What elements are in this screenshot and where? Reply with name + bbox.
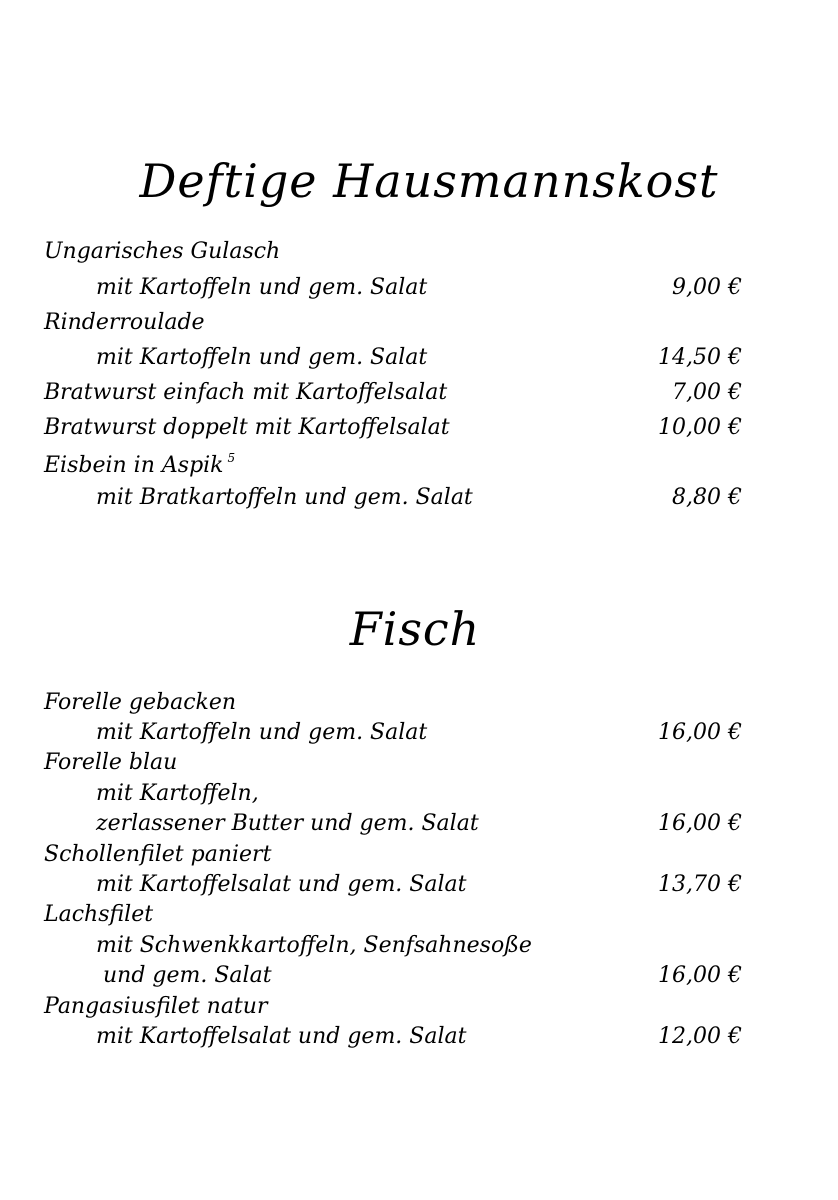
section-title-fisch: Fisch bbox=[349, 602, 481, 656]
dish-price-pangasiusfilet-natur: 12,00 € bbox=[658, 1024, 742, 1049]
dish-name-rinderroulade: Rinderroulade bbox=[44, 310, 205, 335]
dish-name-pangasiusfilet-natur: Pangasiusfilet natur bbox=[44, 994, 268, 1019]
dish-description-forelle-gebacken: mit Kartoffeln und gem. Salat bbox=[96, 720, 428, 745]
dish-price-schollenfilet-paniert: 13,70 € bbox=[658, 872, 742, 897]
dish-price-bratwurst-einfach: 7,00 € bbox=[672, 380, 742, 405]
dish-name-schollenfilet-paniert: Schollenfilet paniert bbox=[44, 842, 272, 867]
dish-price-forelle-blau: 16,00 € bbox=[658, 811, 742, 836]
dish-description-schollenfilet-paniert: mit Kartoffelsalat und gem. Salat bbox=[96, 872, 467, 897]
dish-description-pangasiusfilet-natur: mit Kartoffelsalat und gem. Salat bbox=[96, 1024, 467, 1049]
dish-description-ungarisches-gulasch: mit Kartoffeln und gem. Salat bbox=[96, 275, 428, 300]
dish-price-bratwurst-doppelt: 10,00 € bbox=[658, 415, 742, 440]
dish-price-eisbein-in-aspik: 8,80 € bbox=[672, 485, 742, 510]
dish-description-eisbein-in-aspik: mit Bratkartoffeln und gem. Salat bbox=[96, 485, 473, 510]
dish-name-eisbein-in-aspik: Eisbein in Aspik bbox=[44, 453, 224, 478]
dish-description-lachsfilet-line2: und gem. Salat bbox=[96, 963, 272, 988]
footnote-marker: 5 bbox=[227, 451, 236, 465]
dish-description-lachsfilet-line1: mit Schwenkkartoffeln, Senfsahnesoße bbox=[96, 933, 532, 958]
dish-description-forelle-blau-line1: mit Kartoffeln, bbox=[96, 781, 259, 806]
dish-name-forelle-blau: Forelle blau bbox=[44, 750, 178, 775]
dish-description-rinderroulade: mit Kartoffeln und gem. Salat bbox=[96, 345, 428, 370]
dish-name-bratwurst-einfach: Bratwurst einfach mit Kartoffelsalat bbox=[44, 380, 448, 405]
dish-name-ungarisches-gulasch: Ungarisches Gulasch bbox=[44, 239, 281, 264]
section-title-deftige-hausmannskost: Deftige Hausmannskost bbox=[139, 154, 719, 208]
dish-price-rinderroulade: 14,50 € bbox=[658, 345, 742, 370]
dish-price-ungarisches-gulasch: 9,00 € bbox=[672, 275, 742, 300]
dish-price-lachsfilet: 16,00 € bbox=[658, 963, 742, 988]
dish-name-forelle-gebacken: Forelle gebacken bbox=[44, 690, 237, 715]
dish-description-forelle-blau-line2: zerlassener Butter und gem. Salat bbox=[96, 811, 479, 836]
dish-price-forelle-gebacken: 16,00 € bbox=[658, 720, 742, 745]
dish-name-lachsfilet: Lachsfilet bbox=[44, 902, 154, 927]
dish-eisbein-in-aspik bbox=[44, 452, 235, 477]
dish-name-bratwurst-doppelt: Bratwurst doppelt mit Kartoffelsalat bbox=[44, 415, 450, 440]
